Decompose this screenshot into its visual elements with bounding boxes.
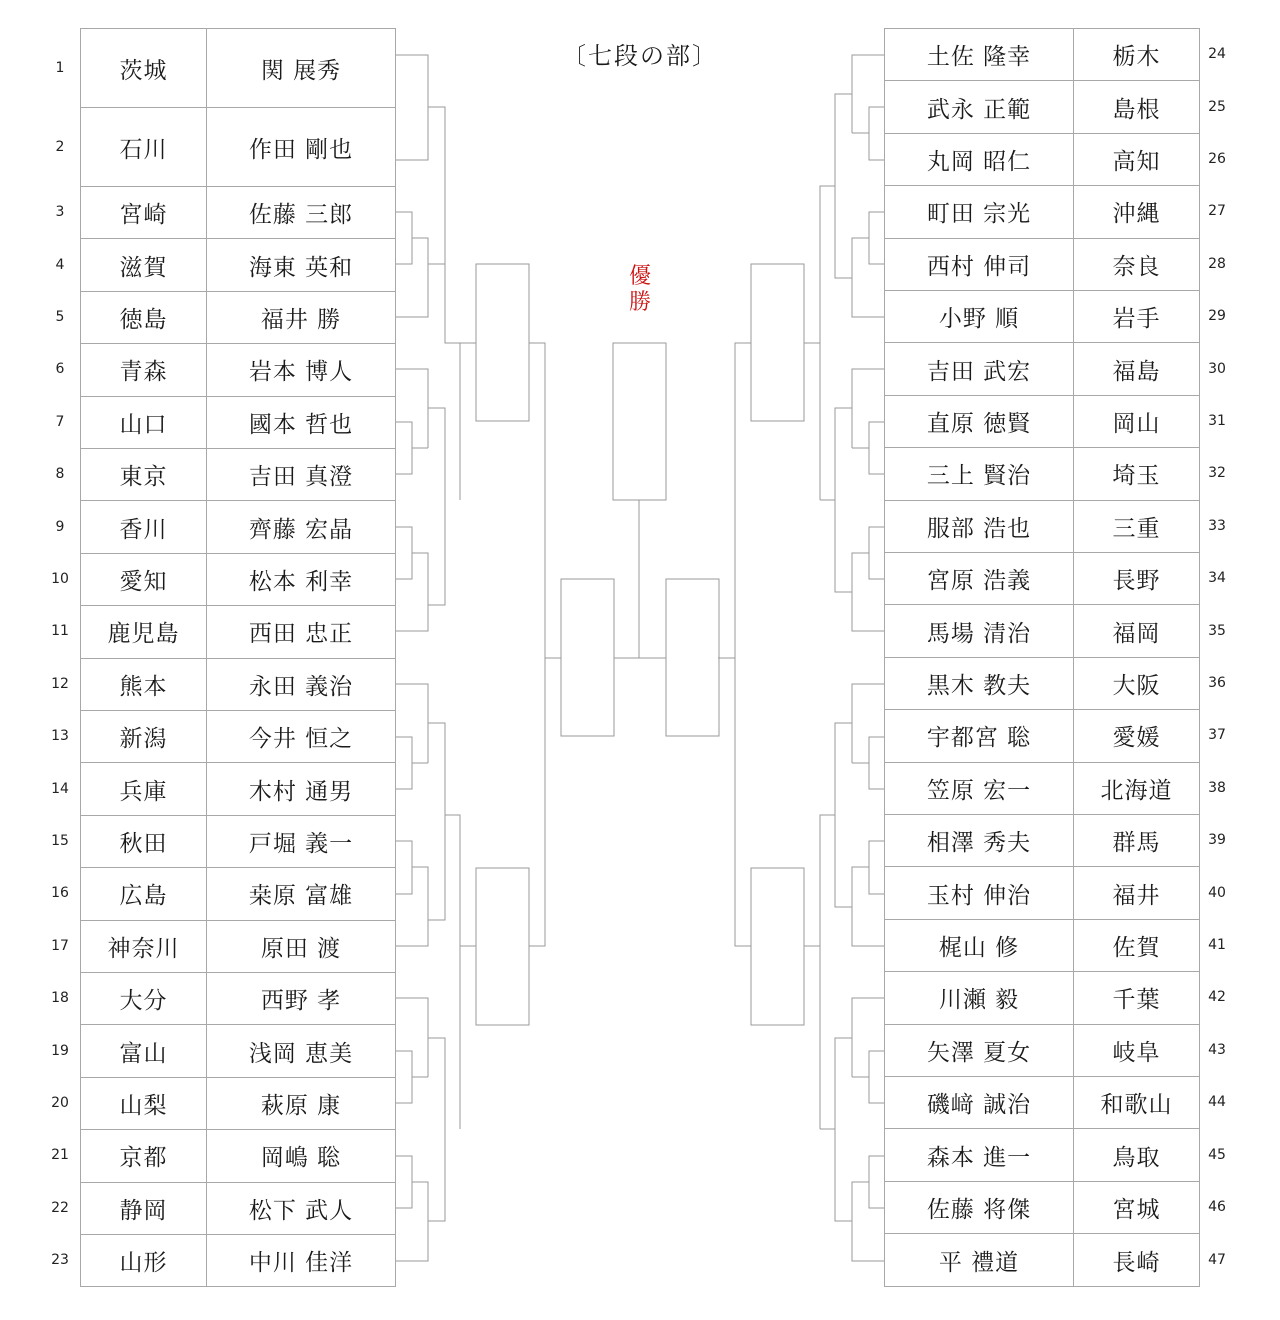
player-name-cell: 福井 勝 (206, 291, 396, 344)
entry-number: 39 (1208, 832, 1226, 849)
entry-row (0, 709, 1280, 761)
entry-row (0, 1076, 1280, 1128)
entry-number: 13 (51, 728, 69, 745)
entry-number: 43 (1208, 1041, 1226, 1058)
prefecture-cell: 徳島 (80, 291, 207, 344)
prefecture-cell: 山口 (80, 396, 207, 449)
player-name-cell: 笠原 宏一 (884, 762, 1074, 815)
entry-row (0, 657, 1280, 709)
player-name-cell: 原田 渡 (206, 920, 396, 973)
entry-number: 3 (55, 204, 65, 221)
entry-number: 46 (1208, 1198, 1226, 1215)
entry-number: 5 (55, 308, 65, 325)
entry-number: 19 (51, 1042, 69, 1059)
entry-row (0, 1128, 1280, 1180)
entry-row (0, 133, 1280, 185)
player-name-cell: 土佐 隆幸 (884, 28, 1074, 81)
entry-row (0, 500, 1280, 552)
entry-number: 21 (51, 1147, 69, 1164)
entry-number: 34 (1208, 570, 1226, 587)
entry-number: 29 (1208, 308, 1226, 325)
entry-number: 44 (1208, 1094, 1226, 1111)
prefecture-cell: 石川 (80, 107, 207, 187)
entry-row (0, 814, 1280, 866)
entry-number: 41 (1208, 936, 1226, 953)
player-name-cell: 岩本 博人 (206, 343, 396, 396)
prefecture-cell: 鳥取 (1073, 1128, 1200, 1181)
entry-row (0, 185, 1280, 237)
entry-number: 35 (1208, 622, 1226, 639)
player-name-cell: 梶山 修 (884, 919, 1074, 972)
entry-number: 36 (1208, 674, 1226, 691)
entry-number: 47 (1208, 1251, 1226, 1268)
player-name-cell: 川瀬 毅 (884, 971, 1074, 1024)
prefecture-cell: 山形 (80, 1234, 207, 1287)
player-name-cell: 馬場 清治 (884, 604, 1074, 657)
player-name-cell: 相澤 秀夫 (884, 814, 1074, 867)
player-name-cell: 黒木 教夫 (884, 657, 1074, 710)
prefecture-cell: 千葉 (1073, 971, 1200, 1024)
player-name-cell: 西村 伸司 (884, 238, 1074, 291)
entry-number: 20 (51, 1094, 69, 1111)
player-name-cell: 森本 進一 (884, 1128, 1074, 1181)
prefecture-cell: 大分 (80, 972, 207, 1025)
entry-number: 18 (51, 990, 69, 1007)
prefecture-cell: 茨城 (80, 28, 207, 108)
prefecture-cell: 埼玉 (1073, 447, 1200, 500)
entry-number: 9 (55, 518, 65, 535)
prefecture-cell: 秋田 (80, 815, 207, 868)
player-name-cell: 平 禮道 (884, 1233, 1074, 1287)
player-name-cell: 直原 徳賢 (884, 395, 1074, 448)
player-name-cell: 関 展秀 (206, 28, 396, 108)
player-name-cell: 服部 浩也 (884, 500, 1074, 553)
player-name-cell: 中川 佳洋 (206, 1234, 396, 1287)
prefecture-cell: 島根 (1073, 80, 1200, 133)
player-name-cell: 浅岡 恵美 (206, 1024, 396, 1077)
prefecture-cell: 京都 (80, 1129, 207, 1182)
prefecture-cell: 岡山 (1073, 395, 1200, 448)
prefecture-cell: 静岡 (80, 1182, 207, 1235)
entry-row (0, 447, 1280, 499)
prefecture-cell: 愛知 (80, 553, 207, 606)
prefecture-cell: 鹿児島 (80, 605, 207, 658)
player-name-cell: 松本 利幸 (206, 553, 396, 606)
entry-row (0, 971, 1280, 1023)
prefecture-cell: 高知 (1073, 133, 1200, 186)
player-name-cell: 矢澤 夏女 (884, 1024, 1074, 1077)
entry-row (0, 395, 1280, 447)
player-name-cell: 武永 正範 (884, 80, 1074, 133)
player-name-cell: 吉田 武宏 (884, 342, 1074, 395)
player-name-cell: 宮原 浩義 (884, 552, 1074, 605)
player-name-cell: 西田 忠正 (206, 605, 396, 658)
prefecture-cell: 東京 (80, 448, 207, 501)
entry-number: 7 (55, 413, 65, 430)
entry-row (0, 1181, 1280, 1233)
prefecture-cell: 広島 (80, 867, 207, 920)
player-name-cell: 岡嶋 聡 (206, 1129, 396, 1182)
entry-number: 14 (51, 780, 69, 797)
prefecture-cell: 和歌山 (1073, 1076, 1200, 1129)
entry-number: 1 (55, 59, 65, 76)
prefecture-cell: 宮崎 (80, 186, 207, 239)
prefecture-cell: 長野 (1073, 552, 1200, 605)
player-name-cell: 作田 剛也 (206, 107, 396, 187)
prefecture-cell: 香川 (80, 500, 207, 553)
prefecture-cell: 熊本 (80, 658, 207, 711)
prefecture-cell: 北海道 (1073, 762, 1200, 815)
prefecture-cell: 沖縄 (1073, 185, 1200, 238)
player-name-cell: 齊藤 宏晶 (206, 500, 396, 553)
prefecture-cell: 青森 (80, 343, 207, 396)
player-name-cell: 吉田 真澄 (206, 448, 396, 501)
player-name-cell: 磯﨑 誠治 (884, 1076, 1074, 1129)
player-name-cell: 佐藤 三郎 (206, 186, 396, 239)
prefecture-cell: 大阪 (1073, 657, 1200, 710)
player-name-cell: 宇都宮 聡 (884, 709, 1074, 762)
entry-number: 28 (1208, 255, 1226, 272)
entry-number: 10 (51, 570, 69, 587)
player-name-cell: 玉村 伸治 (884, 866, 1074, 919)
entry-number: 8 (55, 466, 65, 483)
division-title: 〔七段の部〕 (562, 42, 718, 70)
player-name-cell: 西野 孝 (206, 972, 396, 1025)
entry-row (0, 80, 1280, 132)
entry-row (0, 552, 1280, 604)
entry-row (0, 342, 1280, 394)
player-name-cell: 町田 宗光 (884, 185, 1074, 238)
player-name-cell: 萩原 康 (206, 1077, 396, 1130)
prefecture-cell: 奈良 (1073, 238, 1200, 291)
entry-number: 22 (51, 1199, 69, 1216)
entry-number: 23 (51, 1252, 69, 1269)
entry-number: 11 (51, 623, 69, 640)
prefecture-cell: 富山 (80, 1024, 207, 1077)
player-name-cell: 小野 順 (884, 290, 1074, 343)
entry-row (0, 238, 1280, 290)
entry-number: 37 (1208, 727, 1226, 744)
entry-number: 12 (51, 675, 69, 692)
prefecture-cell: 長崎 (1073, 1233, 1200, 1287)
entry-number: 45 (1208, 1146, 1226, 1163)
winner-label: 優勝 (628, 264, 651, 315)
entry-number: 32 (1208, 465, 1226, 482)
entry-row (0, 866, 1280, 918)
entry-number: 25 (1208, 98, 1226, 115)
player-name-cell: 三上 賢治 (884, 447, 1074, 500)
player-name-cell: 海東 英和 (206, 238, 396, 291)
entry-number: 30 (1208, 360, 1226, 377)
entry-number: 4 (55, 256, 65, 273)
player-name-cell: 松下 武人 (206, 1182, 396, 1235)
prefecture-cell: 福岡 (1073, 604, 1200, 657)
entry-row (0, 1233, 1280, 1286)
prefecture-cell: 福井 (1073, 866, 1200, 919)
entry-row (0, 762, 1280, 814)
prefecture-cell: 群馬 (1073, 814, 1200, 867)
player-name-cell: 永田 義治 (206, 658, 396, 711)
entry-row (0, 604, 1280, 656)
prefecture-cell: 三重 (1073, 500, 1200, 553)
prefecture-cell: 岐阜 (1073, 1024, 1200, 1077)
entry-row (0, 290, 1280, 342)
entry-number: 33 (1208, 517, 1226, 534)
prefecture-cell: 兵庫 (80, 762, 207, 815)
player-name-cell: 戸堀 義一 (206, 815, 396, 868)
player-name-cell: 國本 哲也 (206, 396, 396, 449)
entry-number: 27 (1208, 203, 1226, 220)
entry-number: 15 (51, 832, 69, 849)
entry-number: 2 (55, 138, 65, 155)
entry-number: 38 (1208, 779, 1226, 796)
prefecture-cell: 福島 (1073, 342, 1200, 395)
entry-number: 26 (1208, 150, 1226, 167)
player-name-cell: 桒原 富雄 (206, 867, 396, 920)
player-name-cell: 佐藤 将傑 (884, 1181, 1074, 1234)
entry-number: 6 (55, 361, 65, 378)
entry-number: 16 (51, 885, 69, 902)
entry-number: 24 (1208, 46, 1226, 63)
prefecture-cell: 滋賀 (80, 238, 207, 291)
entry-row (0, 28, 1280, 80)
prefecture-cell: 愛媛 (1073, 709, 1200, 762)
entry-number: 31 (1208, 412, 1226, 429)
player-name-cell: 木村 通男 (206, 762, 396, 815)
prefecture-cell: 岩手 (1073, 290, 1200, 343)
prefecture-cell: 栃木 (1073, 28, 1200, 81)
prefecture-cell: 山梨 (80, 1077, 207, 1130)
player-name-cell: 今井 恒之 (206, 710, 396, 763)
prefecture-cell: 新潟 (80, 710, 207, 763)
entry-number: 17 (51, 937, 69, 954)
entry-row (0, 1024, 1280, 1076)
entry-number: 42 (1208, 989, 1226, 1006)
prefecture-cell: 宮城 (1073, 1181, 1200, 1234)
prefecture-cell: 神奈川 (80, 920, 207, 973)
player-name-cell: 丸岡 昭仁 (884, 133, 1074, 186)
prefecture-cell: 佐賀 (1073, 919, 1200, 972)
entry-number: 40 (1208, 884, 1226, 901)
entry-row (0, 919, 1280, 971)
